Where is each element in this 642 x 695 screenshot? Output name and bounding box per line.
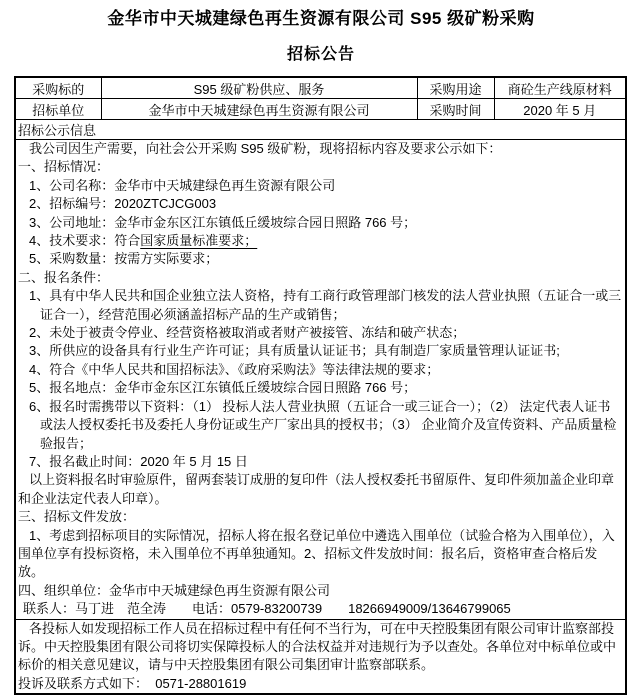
paragraph	[18, 398, 623, 453]
text-segment: 四、组织单位：金华市中天城建绿色再生资源有限公司	[18, 582, 331, 598]
paragraph	[18, 379, 623, 397]
text-segment: 联系人：马丁进 范全涛 电话：0579-83200739 18266949009/13646799065	[23, 601, 511, 617]
text-segment: 1、具有中华人民共和国企业独立法人资格，持有工商行政管理部门核发的法人营业执照（五证合一或三证合一），经营范围必须涵盖招标产品的生产或销售；	[29, 288, 622, 322]
paragraph	[18, 582, 623, 600]
text-segment: 二、报名条件：	[18, 269, 110, 285]
purchase-use-label: 采购用途	[417, 77, 494, 99]
table-row-announcement-body	[15, 140, 626, 620]
table-row-bid-unit	[15, 99, 626, 120]
paragraph	[18, 527, 623, 582]
text-segment: 各投标人如发现招标工作人员在招标过程中有任何不当行为，可在中天控股集团有限公司审计监察部投诉。中天控股集团有限公司将切实保障投标人的合法权益并对违规行为予以查处。各单位对中标单位或中标价的相关意见建议，请与中天控股集团有限公司集团审计监察部联系。	[18, 620, 617, 673]
text-segment: 投诉及联系方式如下： 0571-28801619	[18, 675, 247, 691]
paragraph	[18, 324, 623, 342]
text-segment: 以上资料报名时审验原件，留两套装订成册的复印件（法人授权委托书留原件、复印件须加盖企业印章和企业法定代表人印章）。	[18, 472, 615, 506]
text-segment: 4、符合《中华人民共和国招标法》、《政府采购法》等法律法规的要求；	[29, 361, 440, 377]
paragraph	[18, 453, 623, 471]
paragraph	[18, 250, 623, 268]
paragraph	[18, 620, 623, 675]
paragraph	[18, 361, 623, 379]
section-header-announcement-info: 招标公示信息	[15, 120, 626, 140]
paragraph	[18, 675, 623, 693]
document-title: 金华市中天城建绿色再生资源有限公司 S95 级矿粉采购	[107, 9, 535, 28]
paragraph	[18, 471, 623, 508]
text-segment: 7、报名截止时间：2020 年 5 月 15 日	[29, 453, 248, 469]
document-subtitle: 招标公告	[286, 46, 355, 63]
announcement-body	[15, 140, 626, 620]
paragraph	[18, 140, 623, 158]
paragraph	[18, 158, 623, 176]
paragraph	[18, 342, 623, 360]
table-row-purchase-subject	[15, 77, 626, 99]
purchase-subject-label: 采购标的	[15, 77, 101, 99]
complaint-body	[15, 619, 626, 694]
text-segment: 1、公司名称：金华市中天城建绿色再生资源有限公司	[29, 177, 336, 193]
text-segment: 6、报名时需携带以下资料：（1） 投标人法人营业执照（五证合一或三证合一）；（2） 法定代表人证书或法人授权委托书及委托人身份证或生产厂家出具的授权书；（3） 企业简介及宣传资料、产品质量检验报告；	[29, 398, 617, 451]
announcement-table	[14, 76, 627, 695]
purchase-subject-value: S95 级矿粉供应、服务	[101, 77, 417, 99]
paragraph	[18, 600, 623, 618]
text-segment: 3、公司地址：金华市金东区江东镇低丘缓坡综合园日照路 766 号；	[29, 214, 417, 230]
bid-unit-value: 金华市中天城建绿色再生资源有限公司	[101, 99, 417, 120]
paragraph	[18, 195, 623, 213]
bid-unit-label: 招标单位	[15, 99, 101, 120]
table-row-complaint	[15, 619, 626, 694]
text-segment: 1、考虑到招标项目的实际情况，招标人将在报名登记单位中遴选入围单位（试验合格为入围单位），入围单位享有投标资格，未入围单位不再单独通知。2、招标文件发放时间：报名后，资格审查合格后发放。	[18, 527, 615, 580]
paragraph	[18, 287, 623, 324]
text-segment: 三、招标文件发放：	[18, 509, 136, 525]
purchase-use-value: 商砼生产线原材料	[494, 77, 626, 99]
paragraph	[18, 269, 623, 287]
text-segment: 4、技术要求：符合	[29, 233, 141, 249]
text-segment: 5、报名地点：金华市金东区江东镇低丘缓坡综合园日照路 766 号；	[29, 380, 417, 396]
purchase-time-value: 2020 年 5 月	[494, 99, 626, 120]
text-segment: 2、招标编号：2020ZTCJCG003	[29, 196, 217, 212]
purchase-time-label: 采购时间	[417, 99, 494, 120]
paragraph	[18, 232, 623, 250]
paragraph	[18, 508, 623, 526]
paragraph	[18, 177, 623, 195]
paragraph	[18, 214, 623, 232]
text-segment: 2、未处于被责令停业、经营资格被取消或者财产被接管、冻结和破产状态；	[29, 325, 466, 341]
underlined-text: 国家质量标准要求；	[140, 233, 258, 249]
text-segment: 3、所供应的设备具有行业生产许可证；具有质量认证证书；具有制造厂家质量管理认证证书;	[29, 343, 560, 359]
table-row-section-header	[15, 120, 626, 140]
text-segment: 5、采购数量：按需方实际要求；	[29, 251, 219, 267]
text-segment: 我公司因生产需要，向社会公开采购 S95 级矿粉，现将招标内容及要求公示如下：	[29, 141, 502, 156]
text-segment: 一、招标情况：	[18, 159, 110, 175]
